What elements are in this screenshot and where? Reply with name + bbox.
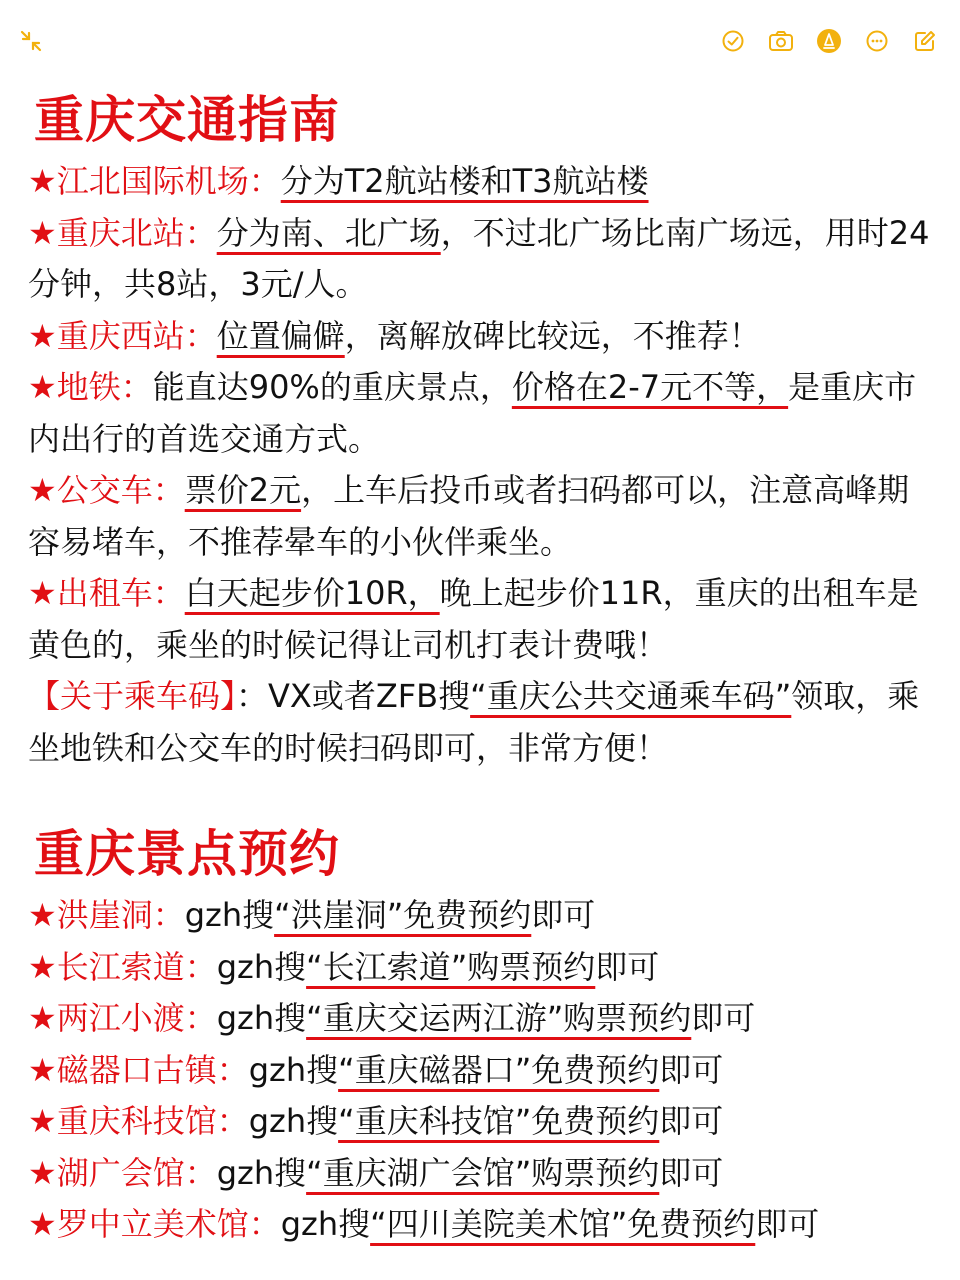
entry-text: 即可 — [659, 1102, 724, 1140]
entry-label: ★磁器口古镇： — [28, 1050, 249, 1089]
entry-label: ★长江索道： — [28, 947, 217, 986]
entry-text: gzh搜 — [280, 1205, 371, 1243]
entry-label: ★公交车： — [28, 471, 185, 509]
entry-text: gzh搜 — [216, 999, 307, 1037]
entry-highlight: 价格在2-7元不等， — [511, 368, 789, 406]
collapse-arrows-icon[interactable] — [18, 28, 44, 54]
transport-list — [28, 156, 938, 774]
entry-highlight: 位置偏僻 — [216, 316, 345, 355]
booking-entry — [28, 1096, 938, 1148]
top-toolbar — [0, 0, 960, 84]
entry-highlight: “重庆科技馆”免费预约 — [338, 1102, 660, 1140]
entry-highlight: “重庆公共交通乘车码” — [470, 677, 792, 715]
entry-text: 即可 — [659, 1050, 724, 1089]
entry-text: 晚上起步价11R，重庆的出租车是黄色的，乘坐的时候记得让司机打表计费哦！ — [28, 574, 919, 664]
entry-text: gzh搜 — [184, 896, 275, 934]
entry-highlight: 白天起步价10R， — [184, 574, 440, 612]
entry-highlight: 票价2元 — [184, 471, 302, 509]
section-title-transport: 重庆交通指南 — [34, 91, 340, 149]
note-content — [28, 88, 938, 1251]
entry-label: ★洪崖洞： — [28, 896, 185, 934]
booking-list — [28, 890, 938, 1251]
entry-label: ★出租车： — [28, 574, 185, 612]
transport-entry — [28, 568, 938, 671]
check-circle-icon[interactable] — [720, 28, 746, 54]
booking-entry — [28, 1148, 938, 1200]
entry-highlight: 分为南、北广场 — [216, 213, 441, 252]
booking-entry — [28, 942, 938, 994]
transport-entry — [28, 671, 938, 774]
section-spacer — [28, 774, 938, 822]
entry-text: gzh搜 — [216, 947, 307, 986]
entry-highlight: “四川美院美术馆”免费预约 — [370, 1205, 756, 1243]
entry-text: 领取，乘坐地铁和公交车的时候扫码即可，非常方便！ — [28, 677, 920, 767]
entry-highlight: “长江索道”购票预约 — [306, 947, 596, 986]
camera-icon[interactable] — [768, 28, 794, 54]
entry-text: 即可 — [659, 1153, 724, 1192]
entry-label: ★重庆西站： — [28, 316, 217, 355]
entry-text: ，上车后投币或者扫码都可以，注意高峰期容易堵车，不推荐晕车的小伙伴乘坐。 — [28, 471, 910, 561]
booking-entry — [28, 1045, 938, 1097]
entry-text: ，离解放碑比较远，不推荐！ — [344, 316, 761, 355]
transport-entry — [28, 156, 938, 208]
entry-label: 【关于乘车码】 — [28, 677, 237, 715]
booking-entry — [28, 890, 938, 942]
entry-text: gzh搜 — [248, 1050, 339, 1089]
booking-entry — [28, 993, 938, 1045]
edit-square-icon[interactable] — [912, 28, 938, 54]
entry-label: ★重庆科技馆： — [28, 1102, 249, 1140]
booking-entry — [28, 1199, 938, 1251]
transport-entry — [28, 362, 938, 465]
entry-text: ，不过北广场比南广场远，用时24分钟，共8站，3元/人。 — [28, 213, 930, 303]
entry-text: 即可 — [531, 896, 596, 934]
entry-highlight: 分为T2航站楼和T3航站楼 — [280, 162, 649, 200]
transport-entry — [28, 311, 938, 363]
entry-label: ★罗中立美术馆： — [28, 1205, 281, 1243]
entry-label: ★重庆北站： — [28, 213, 217, 252]
transport-entry — [28, 465, 938, 568]
entry-text: 即可 — [755, 1205, 820, 1243]
entry-text: 即可 — [595, 947, 660, 986]
entry-label: ★湖广会馆： — [28, 1153, 217, 1192]
entry-text: 能直达90%的重庆景点， — [152, 368, 512, 406]
entry-highlight: “洪崖洞”免费预约 — [274, 896, 532, 934]
entry-label: ★地铁： — [28, 368, 153, 406]
entry-text: 是重庆市内出行的首选交通方式。 — [28, 368, 917, 458]
entry-label: ★江北国际机场： — [28, 162, 281, 200]
entry-highlight: “重庆交运两江游”购票预约 — [306, 999, 692, 1037]
entry-text: gzh搜 — [248, 1102, 339, 1140]
entry-label: ★两江小渡： — [28, 999, 217, 1037]
entry-text: gzh搜 — [216, 1153, 307, 1192]
entry-text: 即可 — [691, 999, 756, 1037]
section-title-booking: 重庆景点预约 — [34, 825, 340, 883]
pen-circle-icon[interactable] — [816, 28, 842, 54]
entry-highlight: “重庆湖广会馆”购票预约 — [306, 1153, 660, 1192]
transport-entry — [28, 208, 938, 311]
more-circle-icon[interactable] — [864, 28, 890, 54]
entry-highlight: “重庆磁器口”免费预约 — [338, 1050, 660, 1089]
entry-text: ：VX或者ZFB搜 — [236, 677, 471, 715]
